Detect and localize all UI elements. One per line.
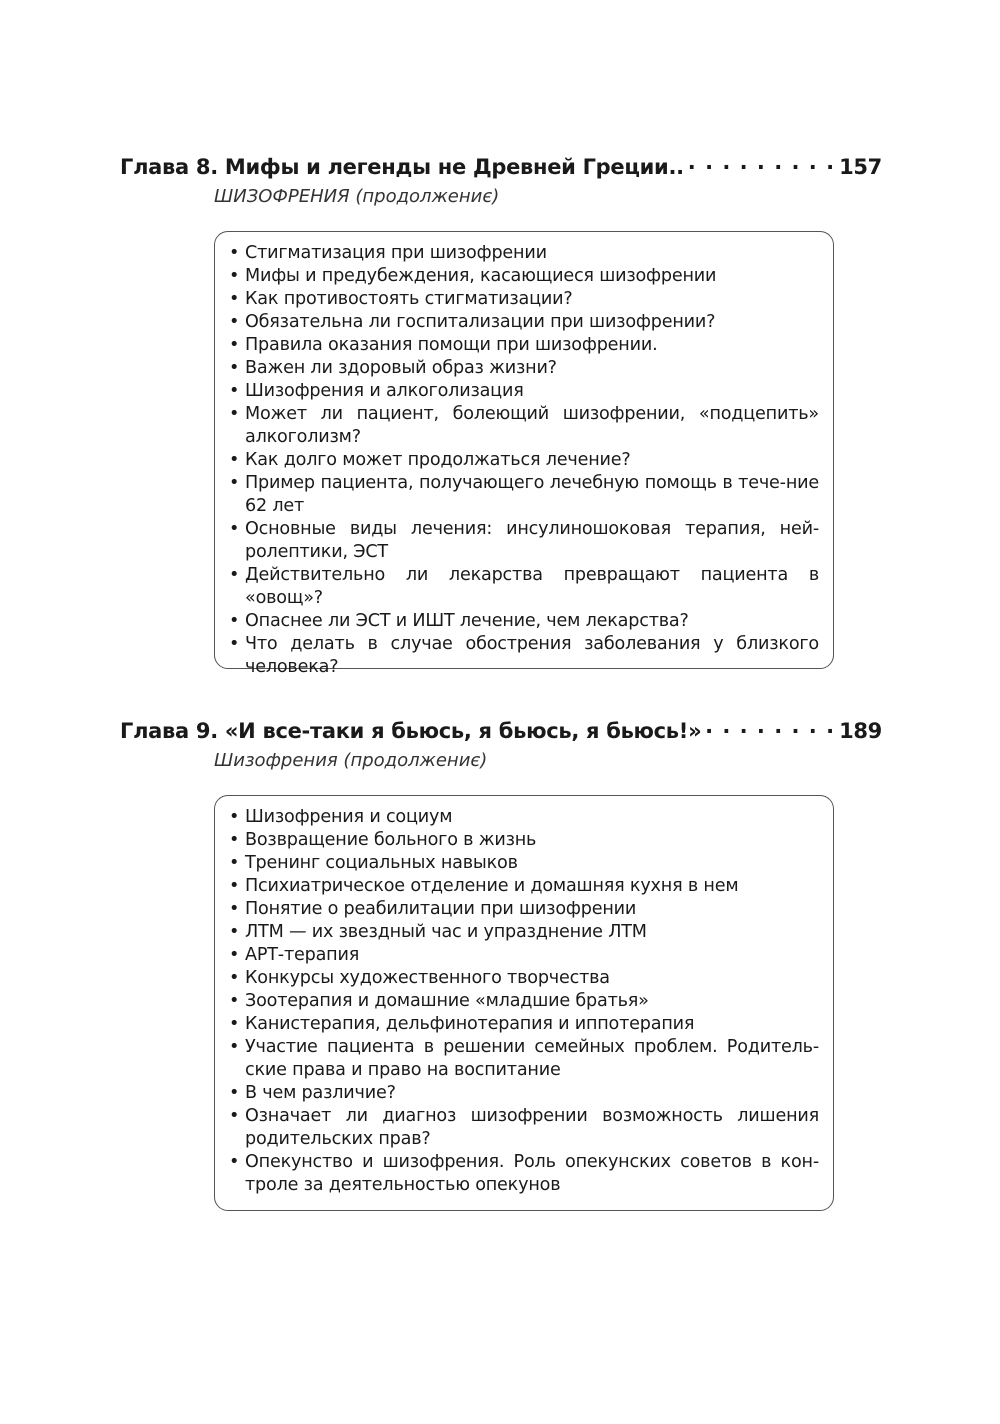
topic-item: • Обязательна ли госпитализации при шизофрении?: [229, 311, 819, 334]
dot-leader: [705, 716, 835, 738]
topic-item: • Как долго может продолжаться лечение?: [229, 449, 819, 472]
topic-item: • В чем различие?: [229, 1082, 819, 1105]
toc-entry[interactable]: [120, 716, 882, 746]
topic-list: [229, 806, 819, 1197]
topic-item: • Зоотерапия и домашние «младшие братья»: [229, 990, 819, 1013]
chapter-title: Глава 8. Мифы и легенды не Древней Греции..: [120, 155, 684, 179]
topic-item: • Шизофрения и алкоголизация: [229, 380, 819, 403]
topic-item: • Действительно ли лекарства превращают пациента в «овощ»?: [229, 564, 819, 610]
topic-item: • Опекунство и шизофрения. Роль опекунских советов в кон-троле за деятельностью опекунов: [229, 1151, 819, 1197]
topic-item: • ЛТМ — их звездный час и упразднение ЛТМ: [229, 921, 819, 944]
chapter-8-heading: [120, 152, 882, 207]
topic-item: • Основные виды лечения: инсулиношоковая терапия, ней-ролептики, ЭСТ: [229, 518, 819, 564]
chapter-title: Глава 9. «И все-таки я бьюсь, я бьюсь, я бьюсь!»: [120, 719, 702, 743]
topic-item: • Означает ли диагноз шизофрении возможность лишения родительских прав?: [229, 1105, 819, 1151]
toc-entry[interactable]: [120, 152, 882, 182]
topic-item: • Правила оказания помощи при шизофрении.: [229, 334, 819, 357]
topic-item: • Что делать в случае обострения заболевания у близкого человека?: [229, 633, 819, 679]
topic-item: • Шизофрения и социум: [229, 806, 819, 829]
topic-item: • Канистерапия, дельфинотерапия и иппотерапия: [229, 1013, 819, 1036]
topic-list: [229, 242, 819, 679]
topic-item: • Тренинг социальных навыков: [229, 852, 819, 875]
topic-item: • Как противостоять стигматизации?: [229, 288, 819, 311]
topic-item: • Пример пациента, получающего лечебную помощь в тече-ние 62 лет: [229, 472, 819, 518]
topic-item: • АРТ-терапия: [229, 944, 819, 967]
page-number: 157: [839, 155, 882, 179]
topic-item: • Важен ли здоровый образ жизни?: [229, 357, 819, 380]
topic-item: • Может ли пациент, болеющий шизофрении, «подцепить» алкоголизм?: [229, 403, 819, 449]
topic-item: • Возвращение больного в жизнь: [229, 829, 819, 852]
topic-item: • Конкурсы художественного творчества: [229, 967, 819, 990]
topics-box-chapter-9: [214, 795, 834, 1211]
chapter-subtitle: Шизофрения (продолжениє): [214, 750, 488, 771]
topic-item: • Психиатрическое отделение и домашняя кухня в нем: [229, 875, 819, 898]
topic-item: • Участие пациента в решении семейных проблем. Родитель-ские права и право на воспитание: [229, 1036, 819, 1082]
dot-leader: [688, 152, 835, 174]
chapter-9-heading: [120, 716, 882, 771]
page-number: 189: [839, 719, 882, 743]
topic-item: • Опаснее ли ЭСТ и ИШТ лечение, чем лекарства?: [229, 610, 819, 633]
topic-item: • Стигматизация при шизофрении: [229, 242, 819, 265]
topic-item: • Мифы и предубеждения, касающиеся шизофрении: [229, 265, 819, 288]
chapter-subtitle: ШИЗОФРЕНИЯ (продолжениє): [214, 186, 500, 207]
topic-item: • Понятие о реабилитации при шизофрении: [229, 898, 819, 921]
topics-box-chapter-8: [214, 231, 834, 677]
